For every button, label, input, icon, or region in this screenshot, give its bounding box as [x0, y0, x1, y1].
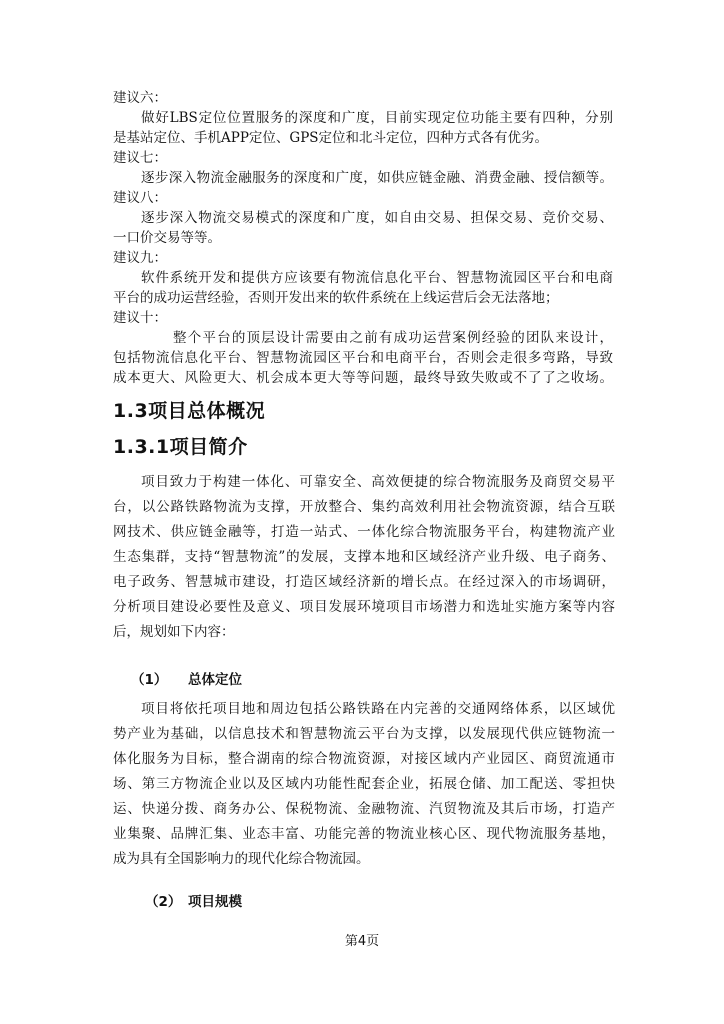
- text-line: 做好LBS定位位置服务的深度和广度，目前实现定位功能主要有四种，分别: [141, 110, 613, 126]
- text-line: 包括物流信息化平台、智慧物流园区平台和电商平台，否则会走很多弯路，导致: [113, 350, 613, 366]
- text-line: 平台的成功运营经验，否则开发出来的软件系统在上线运营后会无法落地；: [113, 290, 559, 306]
- text-line: 一口价交易等等。: [113, 230, 221, 246]
- suggestions-block: [113, 88, 613, 388]
- text-line: 成本更大、风险更大、机会成本更大等等问题，最终导致失败或不了了之收场。: [113, 370, 613, 386]
- text-line: 建议七：: [113, 150, 167, 166]
- subsection-title-scale: 项目规模: [188, 894, 242, 910]
- subsection-number-2: （2）: [145, 894, 182, 910]
- subsection-number-1: （1）: [131, 672, 168, 688]
- page-footer: 第4页: [344, 934, 380, 949]
- text-line: 整个平台的顶层设计需要由之前有成功运营案例经验的团队来设计，: [173, 330, 613, 346]
- text-line: 势产业为基础，以信息技术和智慧物流云平台为支撑，以发展现代供应链物流一: [113, 726, 615, 742]
- text-line: 体化服务为目标，整合湖南的综合物流资源，对接区域内产业园区、商贸流通市: [113, 751, 615, 767]
- text-line: 建议六：: [113, 90, 167, 106]
- text-line: 分析项目建设必要性及意义、项目发展环境项目市场潜力和选址实施方案等内容: [113, 599, 615, 615]
- text-line: 建议八：: [113, 190, 167, 206]
- text-line: 运、快递分拨、商务办公、保税物流、金融物流、汽贸物流及其后市场，打造产: [113, 801, 615, 817]
- text-line: 场、第三方物流企业以及区域内功能性配套企业，拓展仓储、加工配送、零担快: [113, 776, 615, 792]
- section-heading-1-3: 1.3项目总体概况: [113, 400, 266, 422]
- text-line: 业集聚、品牌汇集、业态丰富、功能完善的物流业核心区、现代物流服务基地，: [113, 826, 615, 842]
- subsection-title-positioning: 总体定位: [188, 672, 242, 688]
- text-line: 网技术、供应链金融等，打造一站式、一体化综合物流服务平台，构建物流产业: [113, 524, 615, 540]
- text-line: 后，规划如下内容：: [113, 624, 235, 640]
- text-line: 生态集群，支持“智慧物流”的发展，支撑本地和区域经济产业升级、电子商务、: [113, 549, 615, 565]
- text-line: 软件系统开发和提供方应该要有物流信息化平台、智慧物流园区平台和电商: [141, 270, 613, 286]
- text-line: 台，以公路铁路物流为支撑，开放整合、集约高效利用社会物流资源，结合互联: [113, 499, 615, 515]
- text-line: 逐步深入物流金融服务的深度和广度，如供应链金融、消费金融、授信额等。: [141, 170, 613, 186]
- text-line: 项目将依托项目地和周边包括公路铁路在内完善的交通网络体系，以区域优: [141, 701, 615, 717]
- section-heading-1-3-1: 1.3.1项目简介: [113, 436, 248, 458]
- text-line: 是基站定位、手机APP定位、GPS定位和北斗定位，四种方式各有优劣。: [113, 130, 549, 146]
- intro-paragraph: [113, 470, 615, 645]
- text-line: 成为具有全国影响力的现代化综合物流园。: [113, 851, 370, 867]
- positioning-paragraph: [113, 697, 615, 872]
- text-line: 建议九：: [113, 250, 167, 266]
- text-line: 逐步深入物流交易模式的深度和广度，如自由交易、担保交易、竞价交易、: [141, 210, 613, 226]
- text-line: 项目致力于构建一体化、可靠安全、高效便捷的综合物流服务及商贸交易平: [141, 474, 615, 490]
- text-line: 电子政务、智慧城市建设，打造区域经济新的增长点。在经过深入的市场调研，: [113, 574, 615, 590]
- text-line: 建议十：: [113, 310, 167, 326]
